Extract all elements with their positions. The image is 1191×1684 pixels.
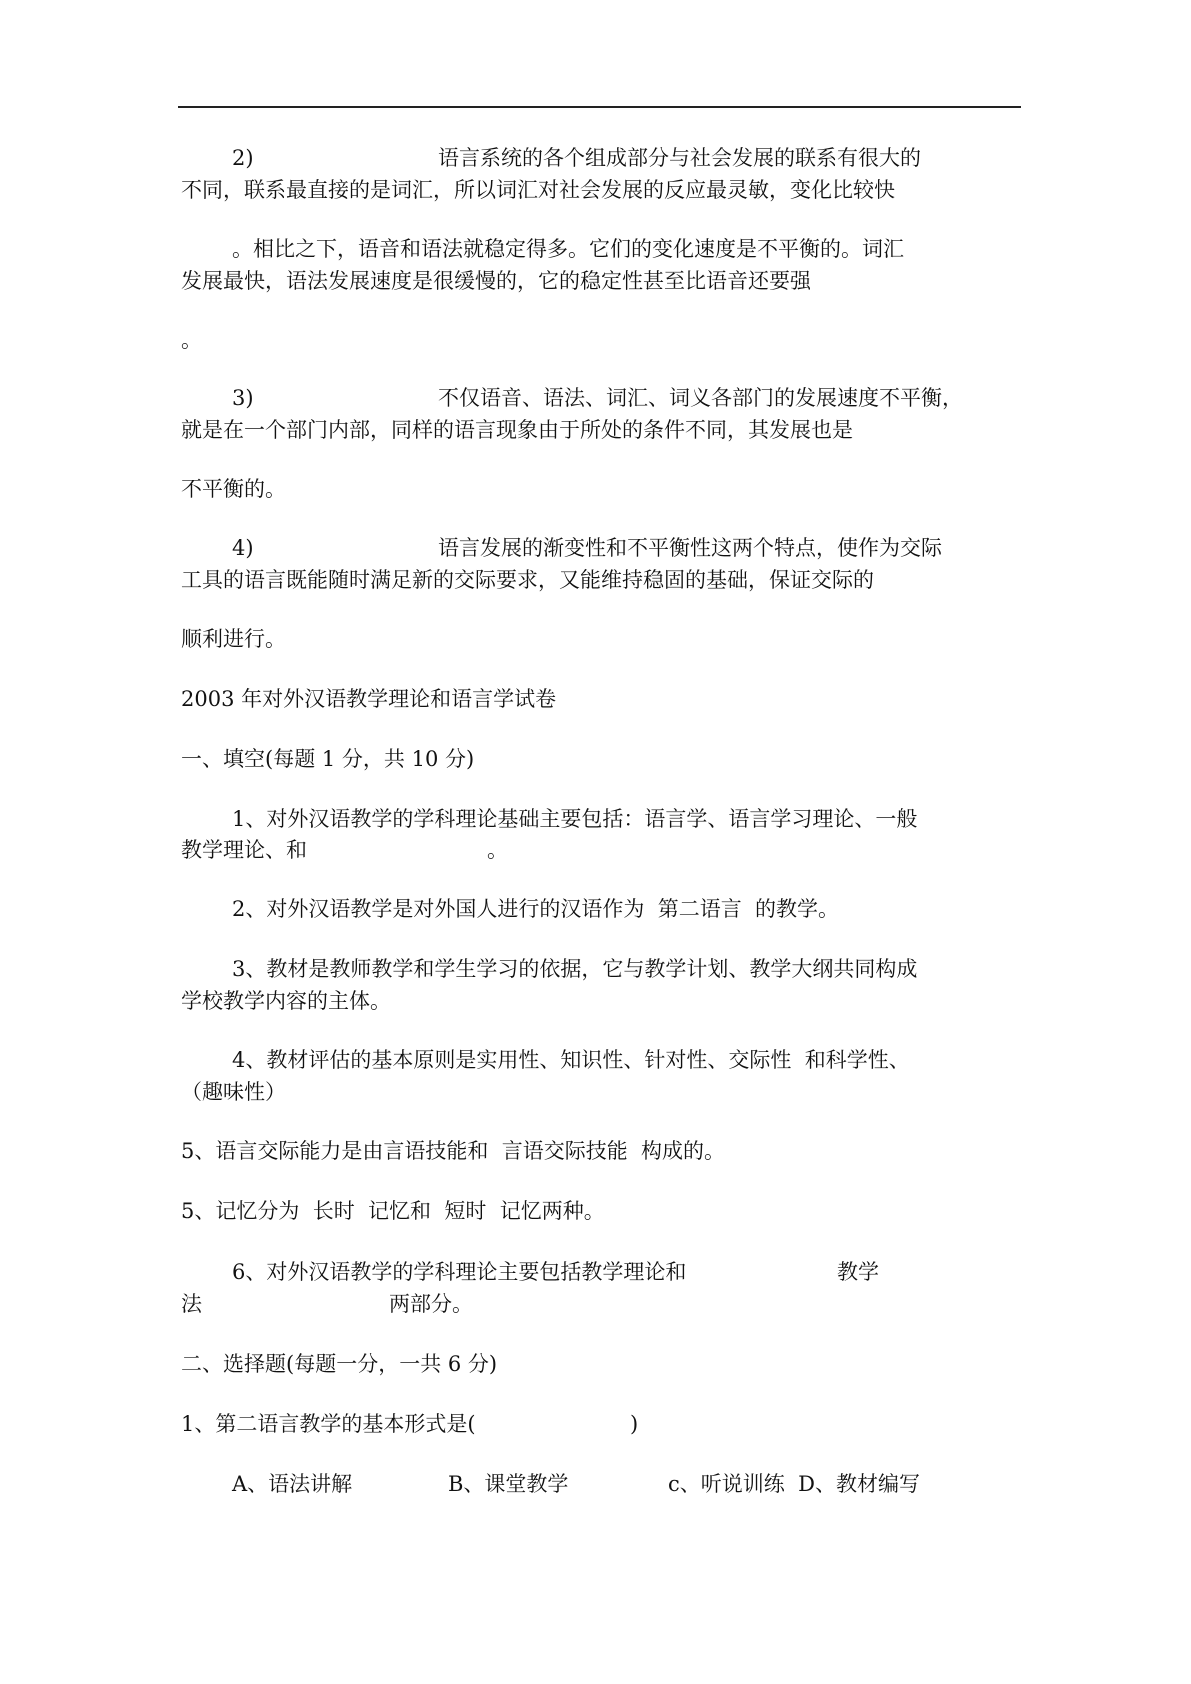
- section-1-title: 一、填空(每题 1 分，共 10 分): [181, 747, 475, 771]
- fill-question-3-line-1: 3、教材是教师教学和学生学习的依据，它与教学计划、教学大纲共同构成: [232, 957, 918, 981]
- para-3-number: 3): [232, 386, 254, 410]
- para-3-line-3: 不平衡的。: [181, 477, 286, 501]
- para-2-line-3: 。相比之下，语音和语法就稳定得多。它们的变化速度是不平衡的。词汇: [232, 237, 904, 261]
- choice-option-a: A、语法讲解: [232, 1472, 353, 1496]
- fill-question-5a: 5、语言交际能力是由言语技能和 言语交际技能 构成的。: [181, 1139, 726, 1163]
- para-4-line-1: 语言发展的渐变性和不平衡性这两个特点，使作为交际: [438, 536, 942, 560]
- fill-question-6-line-2: 法: [181, 1292, 202, 1316]
- para-2-line-1: 语言系统的各个组成部分与社会发展的联系有很大的: [438, 146, 921, 170]
- para-2-number: 2): [232, 146, 254, 170]
- fill-question-1-end: 。: [487, 838, 508, 862]
- fill-question-6-line-1: 6、对外汉语教学的学科理论主要包括教学理论和: [232, 1260, 687, 1284]
- fill-question-1-line-2: 教学理论、和: [181, 838, 307, 862]
- para-3-line-2: 就是在一个部门内部，同样的语言现象由于所处的条件不同，其发展也是: [181, 418, 853, 442]
- fill-question-5b: 5、记忆分为 长时 记忆和 短时 记忆两种。: [181, 1199, 605, 1223]
- choice-question-1-paren: ): [630, 1412, 639, 1436]
- para-3-line-1: 不仅语音、语法、词汇、词义各部门的发展速度不平衡，: [438, 386, 963, 410]
- para-2-line-5: 。: [181, 328, 202, 352]
- choice-question-1-stem: 1、第二语言教学的基本形式是(: [181, 1412, 476, 1436]
- para-4-number: 4): [232, 536, 254, 560]
- fill-question-1-line-1: 1、对外汉语教学的学科理论基础主要包括：语言学、语言学习理论、一般: [232, 807, 918, 831]
- header-rule: [178, 106, 1021, 108]
- fill-question-6-line-2-tail: 两部分。: [389, 1292, 473, 1316]
- fill-question-6-line-1-tail: 教学: [837, 1260, 879, 1284]
- fill-question-4-line-2: （趣味性）: [181, 1080, 286, 1104]
- section-2-title: 二、选择题(每题一分，一共 6 分): [181, 1352, 498, 1376]
- para-2-line-4: 发展最快，语法发展速度是很缓慢的，它的稳定性甚至比语音还要强: [181, 269, 811, 293]
- exam-title: 2003 年对外汉语教学理论和语言学试卷: [181, 687, 557, 711]
- choice-option-c-d: c、听说训练 D、教材编写: [668, 1472, 920, 1496]
- fill-question-3-line-2: 学校教学内容的主体。: [181, 989, 391, 1013]
- para-4-line-2: 工具的语言既能随时满足新的交际要求，又能维持稳固的基础，保证交际的: [181, 568, 874, 592]
- para-2-line-2: 不同，联系最直接的是词汇，所以词汇对社会发展的反应最灵敏，变化比较快: [181, 178, 895, 202]
- fill-question-4-line-1: 4、教材评估的基本原则是实用性、知识性、针对性、交际性 和科学性、: [232, 1048, 910, 1072]
- fill-question-2: 2、对外汉语教学是对外国人进行的汉语作为 第二语言 的教学。: [232, 897, 840, 921]
- choice-option-b: B、课堂教学: [448, 1472, 569, 1496]
- para-4-line-3: 顺利进行。: [181, 627, 286, 651]
